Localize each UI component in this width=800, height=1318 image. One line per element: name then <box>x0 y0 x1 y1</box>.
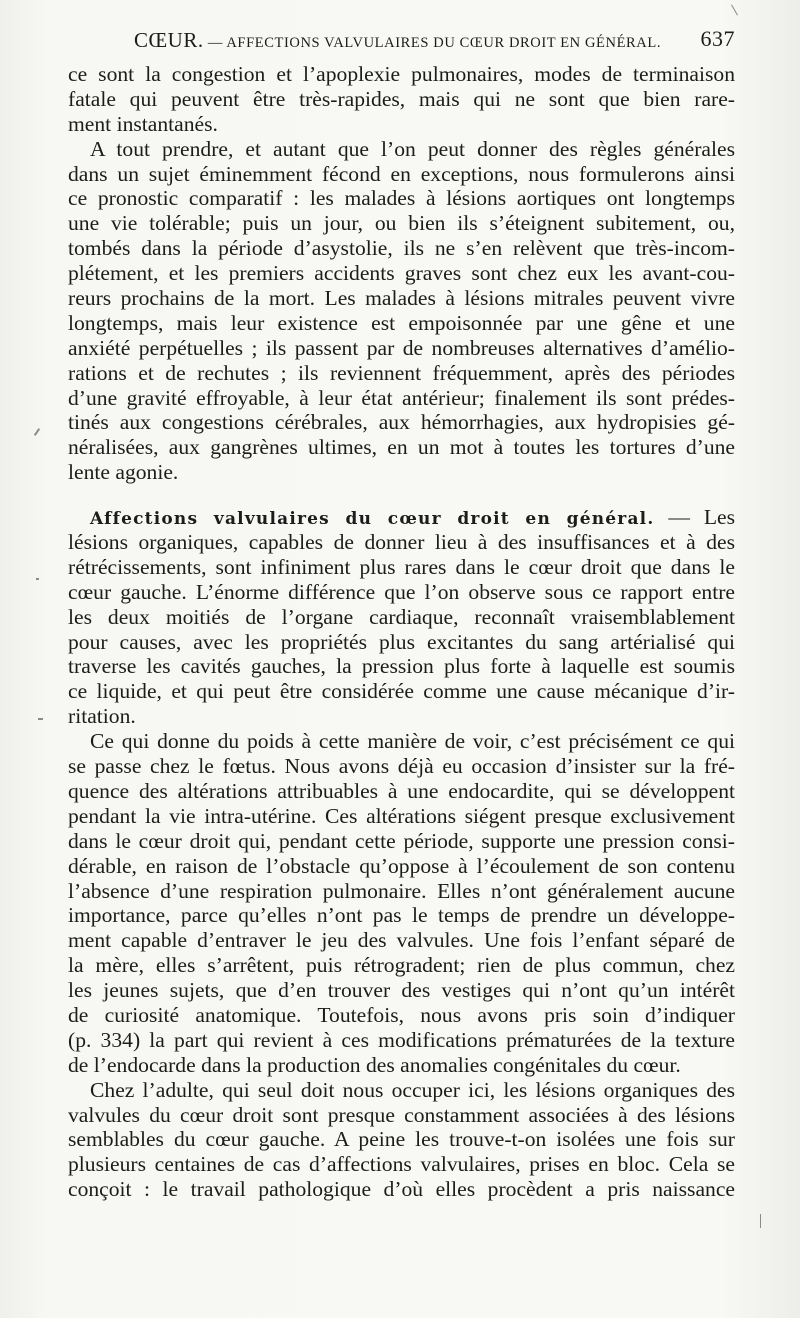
text-line: dans un sujet éminemment fécond en exceptions, nous formulerons ainsi <box>68 161 735 186</box>
text-line: cœur gauche. L’énorme différence que l’on observe sous ce rapport entre <box>68 579 735 604</box>
text-line: plétement, et les premiers accidents graves sont chez eux les avant-cou- <box>68 261 735 286</box>
text-line: les deux moitiés de l’organe cardiaque, reconnaît vraisemblablement <box>68 604 735 629</box>
text-line: la mère, elles s’arrêtent, puis rétrogradent; rien de plus commun, chez <box>68 953 735 978</box>
text-line: une vie tolérable; puis un jour, ou bien ils s’éteignent subitement, ou, <box>68 211 735 236</box>
body-text <box>68 62 735 1202</box>
section-heading-line: Affections valvulaires du cœur droit en général. — Les <box>90 505 735 530</box>
text-line: ce sont la congestion et l’apoplexie pulmonaires, modes de terminaison <box>68 62 735 86</box>
text-line: néralisées, aux gangrènes ultimes, en un mot à toutes les tortures d’une <box>68 435 735 460</box>
text-line: ment capable d’entraver le jeu des valvules. Une fois l’enfant séparé de <box>68 928 735 953</box>
text-line: lente agonie. <box>68 460 179 485</box>
text-line: semblables du cœur gauche. A peine les trouve-t-on isolées une fois sur <box>68 1127 735 1152</box>
text-line: l’absence d’une respiration pulmonaire. Elles n’ont généralement aucune <box>68 878 735 903</box>
running-title <box>134 28 661 53</box>
text-line: rétrécissements, sont infiniment plus rares dans le cœur droit que dans le <box>68 554 735 579</box>
text-line: A tout prendre, et autant que l’on peut donner des règles générales <box>90 136 735 161</box>
running-header <box>134 26 738 54</box>
text-line: se passe chez le fœtus. Nous avons déjà eu occasion d’insister sur la fré- <box>68 754 735 779</box>
text-line: ritation. <box>68 704 136 729</box>
text-line: longtemps, mais leur existence est empoisonnée par une gêne et une <box>68 310 735 335</box>
text-line: conçoit : le travail pathologique d’où elles procèdent a pris naissance <box>68 1177 735 1202</box>
text-line: tombés dans la période d’asystolie, ils ne s’en relèvent que très-incom- <box>68 236 735 261</box>
text-line: de l’endocarde dans la production des anomalies congénitales du cœur. <box>68 1052 681 1077</box>
margin-speck <box>36 578 39 580</box>
text-line: rations et de rechutes ; ils reviennent fréquemment, après des périodes <box>68 360 735 385</box>
text-line: ce pronostic comparatif : les malades à lésions aortiques ont longtemps <box>68 186 735 211</box>
text-line: tinés aux congestions cérébrales, aux hémorrhagies, aux hydropisies gé- <box>68 410 735 435</box>
text-line: anxiété perpétuelles ; ils passent par de nombreuses alternatives d’amélio- <box>68 335 735 360</box>
text-line: Chez l’adulte, qui seul doit nous occuper ici, les lésions organiques des <box>90 1077 735 1102</box>
text-line: pendant la vie intra-utérine. Ces altérations siégent presque exclusivement <box>68 803 735 828</box>
text-line: reurs prochains de la mort. Les malades à lésions mitrales peuvent vivre <box>68 286 735 311</box>
margin-speck <box>760 1214 761 1228</box>
text-line: importance, parce qu’elles n’ont pas le temps de prendre un développe- <box>68 903 735 928</box>
text-line: les jeunes sujets, que d’en trouver des vestiges qui n’ont qu’un intérêt <box>68 978 735 1003</box>
section-title: Affections valvulaires du cœur droit en général. <box>90 509 655 530</box>
text-line: ment instantanés. <box>68 111 218 136</box>
text-line: plusieurs centaines de cas d’affections valvulaires, prises en bloc. Cela se <box>68 1152 735 1177</box>
text-line: (p. 334) la part qui revient à ces modifications prématurées de la texture <box>68 1027 735 1052</box>
text-line: dans le cœur droit qui, pendant cette période, supporte une pression consi- <box>68 828 735 853</box>
margin-speck <box>38 718 43 720</box>
text-line: Ce qui donne du poids à cette manière de voir, c’est précisément ce qui <box>90 729 735 754</box>
text-line: traverse les cavités gauches, la pression plus forte à laquelle est soumis <box>68 654 735 679</box>
margin-speck <box>34 428 40 436</box>
text-line: ce liquide, et qui peut être considérée comme une cause mécanique d’ir- <box>68 679 735 704</box>
text-line: de curiosité anatomique. Toutefois, nous avons pris soin d’indiquer <box>68 1002 735 1027</box>
running-title-main: CŒUR. <box>134 28 204 52</box>
page-number: 637 <box>700 26 735 51</box>
text-line: lésions organiques, capables de donner lieu à des insuffisances et à des <box>68 530 735 555</box>
text-line: fatale qui peuvent être très-rapides, mais qui ne sont que bien rare- <box>68 86 735 111</box>
text-line: dérable, en raison de l’obstacle qu’oppose à l’écoulement de son contenu <box>68 853 735 878</box>
margin-speck <box>731 5 738 16</box>
text-line: valvules du cœur droit sont presque constamment associées à des lésions <box>68 1102 735 1127</box>
text-line: quence des altérations attribuables à une endocardite, qui se développent <box>68 778 735 803</box>
text-line: d’une gravité effroyable, à leur état antérieur; finalement ils sont prédes- <box>68 385 735 410</box>
paragraph-gap <box>68 485 735 505</box>
running-title-sub: — AFFECTIONS VALVULAIRES DU CŒUR DROIT EN GÉNÉRAL. <box>203 35 662 51</box>
text-line: pour causes, avec les propriétés plus excitantes du sang artérialisé qui <box>68 629 735 654</box>
